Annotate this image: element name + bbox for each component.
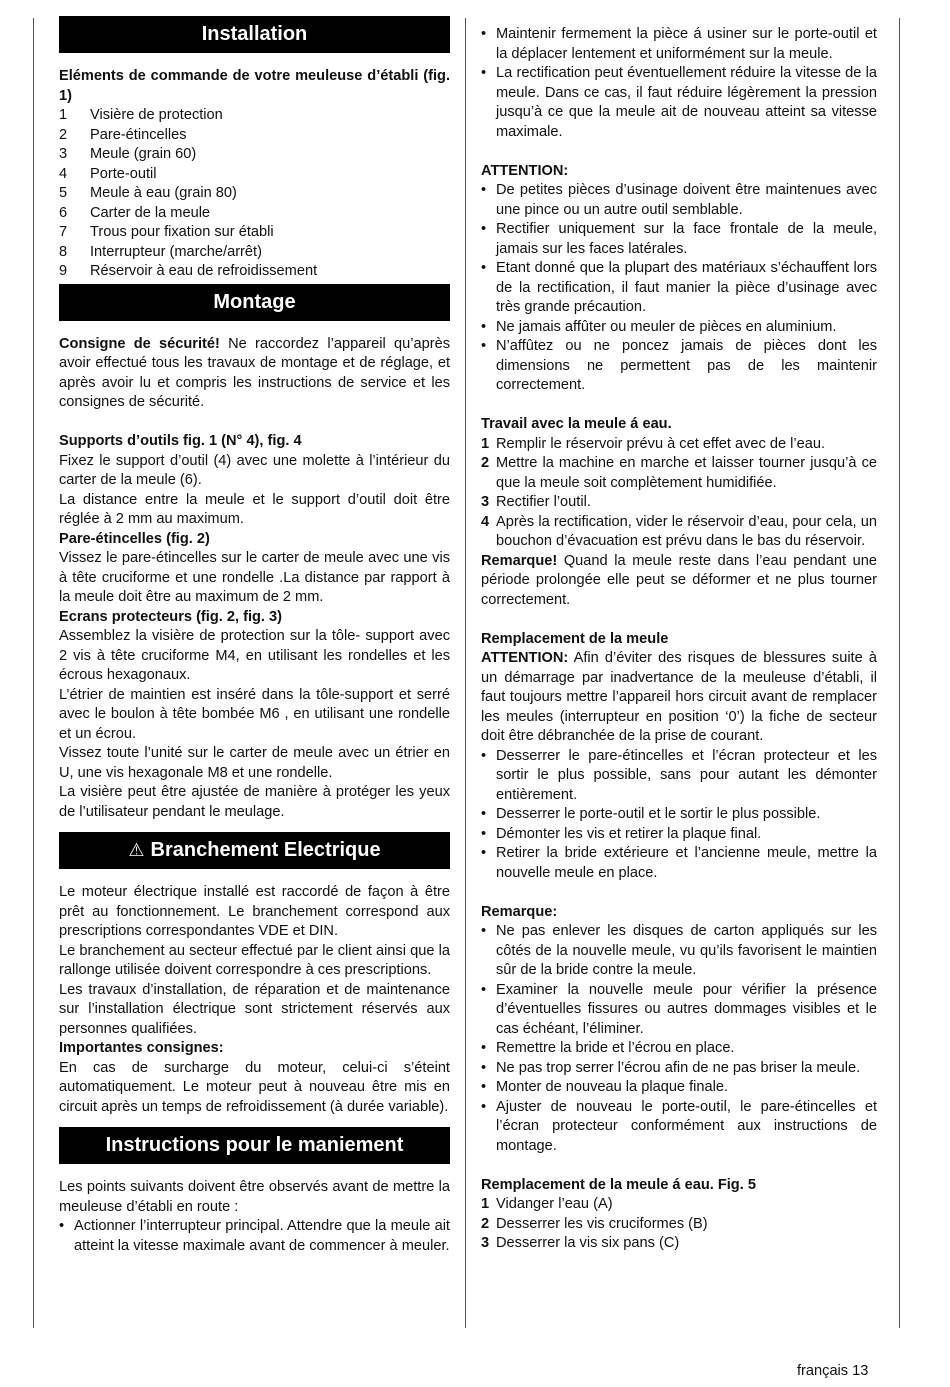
- eau-heading: Remplacement de la meule á eau. Fig. 5: [481, 1176, 756, 1193]
- list-item: 1 Visière de protection: [59, 107, 223, 123]
- list-item: 6 Carter de la meule: [59, 204, 211, 221]
- list-item: 9 Réservoir à eau de refroidissement: [59, 263, 318, 279]
- remplacement-heading: Remplacement de la meule: [481, 630, 669, 647]
- list-item: • Actionner l’interrupteur principal. Attendre que la meule ait atteint la vitesse maximale avant de commencer à meuler.: [59, 1218, 450, 1254]
- right-margin-rule: [899, 18, 900, 1328]
- list-item: • Retirer la bride extérieure et l’ancienne meule, mettre la nouvelle meule en place.: [481, 845, 877, 881]
- paragraph: Vissez le pare-étincelles sur le carter de meule avec une vis à tête cruciforme et une rondelle .La distance par rapport à la meule doit être au maximum de 2 mm.: [59, 550, 450, 605]
- list-item: 4 Après la rectification, vider le réservoir d’eau, pour cela, un bouchon d’évacuation est prévu dans le bas du réservoir.: [481, 513, 877, 549]
- paragraph: Le branchement au secteur effectué par le client ainsi que la rallonge utilisée doivent correspondre à ces prescriptions.: [59, 942, 450, 978]
- travail-heading: Travail avec la meule á eau.: [481, 416, 672, 432]
- list-item: • Démonter les vis et retirer la plaque final.: [481, 825, 762, 842]
- list-item: • N’affûtez ou ne poncez jamais de pièces dont les dimensions ne permettent pas de les maintenir correctement.: [481, 338, 877, 393]
- list-item: • Etant donné que la plupart des matériaux s’échauffent lors de la rectification, il faut manier la pièce d’usinage avec très grande précaution.: [481, 260, 877, 315]
- paragraph: L’étrier de maintien est inséré dans la tôle-support et serré avec le boulon à tête bombée M6 , en utilisant une rondelle et un écrou.: [59, 686, 450, 742]
- list-item: • Ne pas enlever les disques de carton appliqués sur les côtés de la nouvelle meule, vu qu’ils favorisent le maintien sûr de la bride contre la meule.: [481, 923, 877, 978]
- paragraph: La visière peut être ajustée de manière à protéger les yeux de l’utilisateur pendant le meulage.: [59, 784, 450, 820]
- paragraph: Les points suivants doivent être observés avant de mettre la meuleuse d’établi en route :: [59, 1179, 450, 1215]
- attention-heading: ATTENTION:: [481, 162, 569, 179]
- remarque2-heading: Remarque:: [481, 903, 558, 920]
- list-item: • Ne pas trop serrer l’écrou afin de ne pas briser la meule.: [481, 1059, 861, 1076]
- pare-heading: Pare-étincelles (fig. 2): [59, 530, 210, 547]
- list-item: • Desserrer le porte-outil et le sortir le plus possible.: [481, 806, 821, 822]
- importantes-heading: Importantes consignes:: [59, 1040, 224, 1056]
- remplacement-paragraph: ATTENTION: Afin d’éviter des risques de blessures suite à un démarrage par inadvertance de la meuleuse d’établi, il faut toujours mettre l’appareil hors circuit avant de remplacer les meules (interrupteur en position ‘0’) la fiche de secteur doit être débranchée de la prise de courant.: [481, 650, 877, 744]
- paragraph: Le moteur électrique installé est raccordé de façon à être prêt au fonctionnement. Le branchement correspond aux prescriptions correspondantes VDE et DIN.: [59, 884, 450, 939]
- paragraph: Vissez toute l’unité sur le carter de meule avec un étrier en U, une vis hexagonale M8 et une rondelle.: [59, 745, 450, 781]
- list-item: 1 Vidanger l’eau (A): [481, 1196, 613, 1212]
- paragraph: La distance entre la meule et le support d’outil doit être réglée à 2 mm au maximum.: [59, 491, 450, 527]
- paragraph: Fixez le support d’outil (4) avec une molette à l’intérieur du carter de la meule (6).: [59, 452, 450, 488]
- list-item: • Desserrer le pare-étincelles et l’écran protecteur et les sortir le plus possible, sans pour autant les démonter entièrement.: [481, 747, 877, 803]
- maniement-banner: Instructions pour le maniement: [59, 1127, 450, 1164]
- installation-heading: Eléments de commande de votre meuleuse d’établi (fig. 1): [59, 68, 450, 104]
- remarque-paragraph: Remarque! Quand la meule reste dans l’eau pendant une période prolongée elle peut se déformer et ne plus tourner correctement.: [481, 552, 877, 608]
- list-item: 7 Trous pour fixation sur établi: [59, 224, 274, 240]
- list-item: • Examiner la nouvelle meule pour vérifier la présence d’éventuelles fissures ou autres dommages visibles et le cas échéant, l’éliminer.: [481, 981, 877, 1037]
- list-item: • Rectifier uniquement sur la face frontale de la meule, jamais sur les faces latérales.: [481, 221, 877, 257]
- branchement-banner: ⚠ Branchement Electrique: [59, 832, 450, 869]
- paragraph: En cas de surcharge du moteur, celui-ci s’éteint automatiquement. Le moteur peut à nouveau être mis en circuit après un temps de refroidissement (à durée variable).: [59, 1059, 450, 1115]
- list-item: • Ne jamais affûter ou meuler de pièces en aluminium.: [481, 318, 837, 335]
- list-item: • Maintenir fermement la pièce á usiner sur le porte-outil et la déplacer lentement et uniformément sur la meule.: [481, 26, 877, 62]
- list-item: • La rectification peut éventuellement réduire la vitesse de la meule. Dans ce cas, il faut réduire légèrement la pression jusqu’à ce que la meule ait de nouveau atteint sa vitesse maximale.: [481, 65, 877, 140]
- list-item: 2 Desserrer les vis cruciformes (B): [481, 1215, 708, 1232]
- list-item: 3 Meule (grain 60): [59, 146, 197, 162]
- installation-banner: Installation: [59, 16, 450, 53]
- list-item: • Ajuster de nouveau le porte-outil, le pare-étincelles et l’écran protecteur conformément aux instructions de montage.: [481, 1098, 877, 1154]
- list-item: • Remettre la bride et l’écrou en place.: [481, 1040, 735, 1056]
- list-item: 2 Mettre la machine en marche et laisser tourner jusqu’à ce que la meule soit complètement humidifiée.: [481, 455, 877, 491]
- list-item: 3 Desserrer la vis six pans (C): [481, 1235, 680, 1251]
- list-item: 8 Interrupteur (marche/arrêt): [59, 243, 262, 260]
- page-footer: français 13: [797, 1363, 869, 1379]
- list-item: 3 Rectifier l’outil.: [481, 494, 591, 510]
- column-divider-rule: [465, 18, 466, 1328]
- list-item: • Monter de nouveau la plaque finale.: [481, 1079, 729, 1095]
- list-item: 1 Remplir le réservoir prévu à cet effet avec de l’eau.: [481, 435, 826, 452]
- supports-heading: Supports d’outils fig. 1 (N° 4), fig. 4: [59, 433, 302, 449]
- list-item: 2 Pare-étincelles: [59, 126, 187, 143]
- list-item: 5 Meule à eau (grain 80): [59, 185, 237, 201]
- paragraph: Assemblez la visière de protection sur la tôle- support avec 2 vis à tête cruciforme M4, en utilisant les rondelles et les écrous hexagonaux.: [59, 628, 450, 683]
- right-column: [481, 25, 877, 1254]
- list-item: • De petites pièces d’usinage doivent être maintenues avec une pince ou un autre outil semblable.: [481, 182, 877, 218]
- consigne-paragraph: Consigne de sécurité! Ne raccordez l’appareil qu’après avoir effectué tous les travaux de montage et de réglage, et après avoir lu et compris les instructions de service et les consignes de sécurité.: [59, 335, 450, 410]
- ecrans-heading: Ecrans protecteurs (fig. 2, fig. 3): [59, 608, 283, 625]
- left-column: [59, 16, 450, 1256]
- paragraph: Les travaux d’installation, de réparation et de maintenance sur l’installation électrique sont strictement réservés aux personnes qualifiées.: [59, 981, 450, 1037]
- montage-banner: Montage: [59, 284, 450, 321]
- left-margin-rule: [33, 18, 34, 1328]
- list-item: 4 Porte-outil: [59, 165, 157, 182]
- installation-list: [59, 106, 450, 282]
- warning-icon: ⚠: [128, 840, 145, 860]
